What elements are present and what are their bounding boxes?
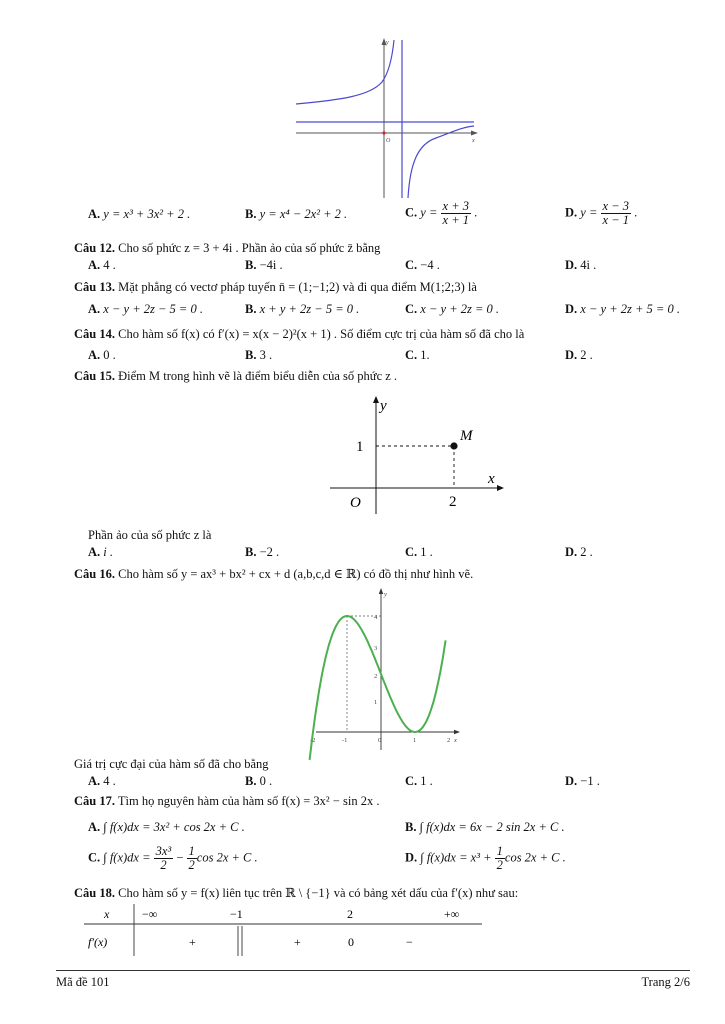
q11-curve-left [296, 40, 394, 104]
q12-stem: Câu 12. Cho số phức z = 3 + 4i . Phần ảo của số phức z̄ bằng [74, 241, 381, 255]
q15-sub: Phần ảo của số phức z là [88, 528, 212, 542]
q11-x-label: x [472, 138, 475, 144]
q16-graph [312, 584, 462, 752]
q18-header-pos-inf: +∞ [444, 907, 460, 921]
q16-x-tick: -1 [342, 737, 348, 744]
q16-x-tick: 2 [447, 737, 451, 744]
q15-graph [328, 392, 506, 516]
footer-page-number: Trang 2/6 [641, 975, 690, 989]
q11-y-label: y [386, 40, 389, 46]
q18-sign-zero: 0 [348, 935, 354, 949]
q14-stem: Câu 14. Cho hàm số f(x) có f′(x) = x(x − 2)²(x + 1) . Số điểm cực trị của hàm số đã cho là [74, 327, 525, 341]
q15-point-m [450, 442, 457, 449]
q14-option-c[interactable]: C. 1. [405, 348, 430, 362]
q11-option-b[interactable]: B. y = x⁴ − 2x² + 2 . [245, 207, 348, 221]
q17-option-a[interactable]: A. ∫ f(x)dx = 3x² + cos 2x + C . [88, 820, 245, 834]
q18-header-two: 2 [347, 907, 353, 921]
q15-x-label: x [488, 471, 495, 487]
q15-point-label: M [460, 428, 473, 444]
footer-rule [56, 970, 690, 971]
q18-stem: Câu 18. Cho hàm số y = f(x) liên tục trên ℝ \ {−1} và có bảng xét dấu của f′(x) như sau: [74, 886, 519, 900]
q17-stem: Câu 17. Tìm họ nguyên hàm của hàm số f(x) = 3x² − sin 2x . [74, 794, 380, 808]
q17-option-d[interactable]: D. ∫ f(x)dx = x³ + $\frac{1}{2}$ cos 2x + C . [405, 844, 566, 873]
q17-option-b[interactable]: B. ∫ f(x)dx = 6x − 2 sin 2x + C . [405, 820, 565, 834]
q16-option-b[interactable]: B. 0 . [245, 774, 273, 788]
q12-option-c[interactable]: C. −4 . [405, 258, 440, 272]
q18-header-x: x [104, 907, 110, 921]
q14-option-a[interactable]: A. 0 . [88, 348, 116, 362]
q16-y-tick: 3 [374, 645, 378, 652]
q18-header-neg-inf: −∞ [142, 907, 158, 921]
q15-option-c[interactable]: C. 1 . [405, 545, 433, 559]
q16-x-tick: 1 [413, 737, 417, 744]
q16-option-a[interactable]: A. 4 . [88, 774, 116, 788]
q12-option-a[interactable]: A. 4 . [88, 258, 116, 272]
q16-y-label: y [384, 591, 387, 598]
q16-y-tick: 2 [374, 673, 378, 680]
q11-option-a[interactable]: A. y = x³ + 3x² + 2 . [88, 207, 191, 221]
q16-x-tick: -2 [310, 737, 316, 744]
q16-sub: Giá trị cực đại của hàm số đã cho bằng [74, 757, 269, 771]
q18-row-label: f′(x) [88, 935, 108, 949]
q16-option-d[interactable]: D. −1 . [565, 774, 600, 788]
q15-origin-label: O [350, 495, 361, 511]
q13-option-d[interactable]: D. x − y + 2z + 5 = 0 . [565, 302, 680, 316]
q15-y-label: y [380, 398, 387, 414]
q16-y-tick: 1 [374, 699, 378, 706]
q18-header-minus-one: −1 [230, 907, 243, 921]
q17-option-c[interactable]: C. ∫ f(x)dx = $\frac{\text{3x³}}{2}$ − $\frac{1}{2}$ cos 2x + C . [88, 844, 258, 873]
q13-stem: Câu 13. Mặt phẳng có vectơ pháp tuyến n̄ = (1;−1;2) và đi qua điểm M(1;2;3) là [74, 280, 477, 294]
q18-sign-1: + [189, 935, 196, 949]
q12-option-d[interactable]: D. 4i . [565, 258, 597, 272]
q13-option-c[interactable]: C. x − y + 2z = 0 . [405, 302, 500, 316]
q14-option-d[interactable]: D. 2 . [565, 348, 593, 362]
q16-option-c[interactable]: C. 1 . [405, 774, 433, 788]
q12-option-b[interactable]: B. −4i . [245, 258, 283, 272]
q15-x-tick: 2 [449, 494, 457, 510]
q16-x-tick: 0 [378, 737, 382, 744]
q15-y-tick: 1 [356, 439, 364, 455]
q16-x-label: x [454, 737, 457, 744]
q15-option-d[interactable]: D. 2 . [565, 545, 593, 559]
q14-option-b[interactable]: B. 3 . [245, 348, 273, 362]
q15-option-b[interactable]: B. −2 . [245, 545, 280, 559]
q11-graph [290, 38, 480, 200]
q11-option-d[interactable]: D. y = $\frac{x - 3}{x - 1}$ . [565, 199, 638, 228]
q11-origin-label: O [386, 138, 391, 144]
q13-option-a[interactable]: A. x − y + 2z − 5 = 0 . [88, 302, 203, 316]
q18-sign-table [84, 904, 484, 958]
q16-y-tick: 4 [374, 614, 378, 621]
q11-option-c[interactable]: C. y = $\frac{x + 3}{x + 1}$ . [405, 199, 478, 228]
footer-exam-code: Mã đề 101 [56, 975, 110, 989]
q16-stem: Câu 16. Cho hàm số y = ax³ + bx² + cx + d (a,b,c,d ∈ ℝ) có đồ thị như hình vẽ. [74, 567, 474, 581]
q15-option-a[interactable]: A. i . [88, 545, 114, 559]
q18-sign-3: − [406, 935, 413, 949]
q15-stem: Câu 15. Điểm M trong hình vẽ là điểm biểu diễn của số phức z . [74, 369, 398, 383]
q13-option-b[interactable]: B. x + y + 2z − 5 = 0 . [245, 302, 360, 316]
q11-curve-right [408, 126, 474, 198]
q18-sign-2: + [294, 935, 301, 949]
